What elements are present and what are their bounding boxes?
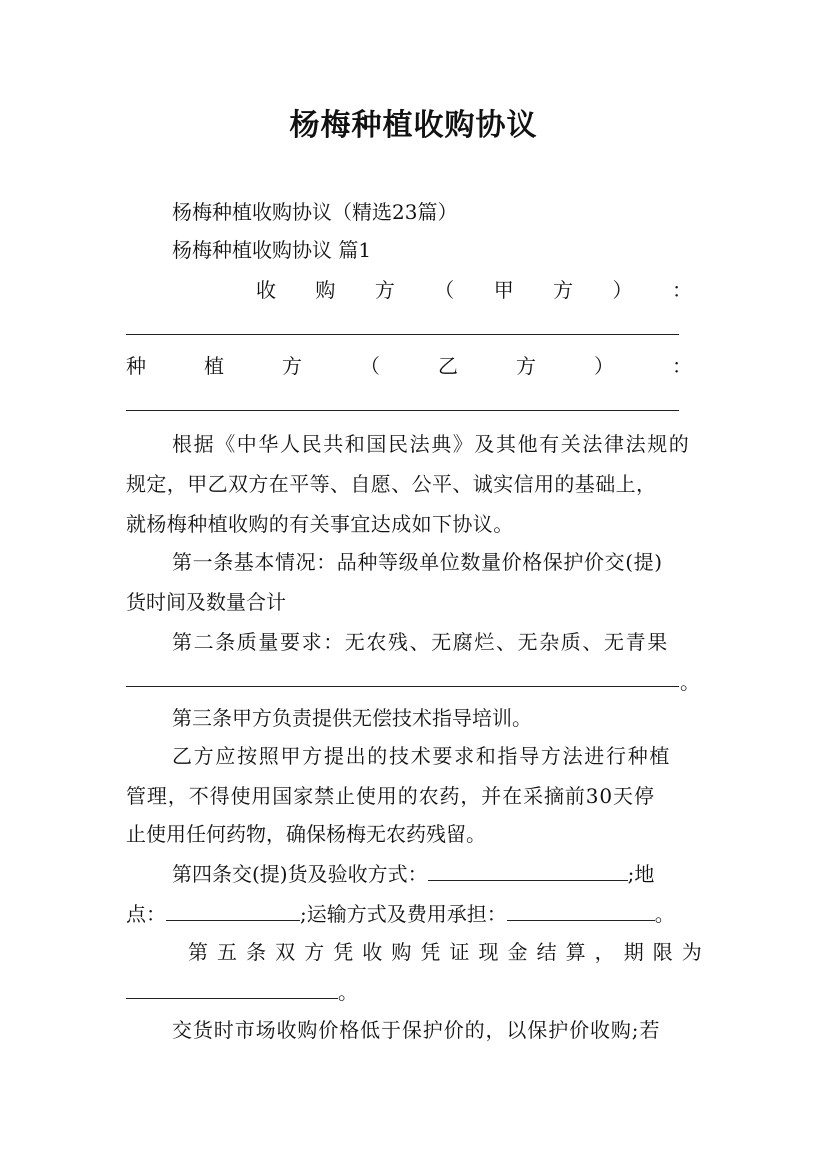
clause2-blank xyxy=(126,686,679,687)
article-heading: 杨梅种植收购协议 篇1 xyxy=(172,238,372,262)
grower-char: 方 xyxy=(282,354,302,378)
clause5-char: 五 xyxy=(217,940,238,964)
buyer-char: ） xyxy=(612,278,633,302)
clause2-end: 。 xyxy=(680,670,700,694)
grower-blank xyxy=(126,410,679,411)
clause4-text: 。 xyxy=(654,902,675,926)
clause3-line: 第三条甲方负责提供无偿技术指导培训。 xyxy=(172,706,532,730)
clause5-char: 算 xyxy=(565,940,586,964)
clause5-char: 为 xyxy=(681,940,702,964)
clause5-char: 金 xyxy=(507,940,528,964)
clause4-text: ;运输方式及费用承担： xyxy=(300,902,507,926)
buyer-char: 方 xyxy=(374,278,395,302)
preamble-line: 根据《中华人民共和国民法典》及其他有关法律法规的 xyxy=(172,432,691,456)
clause5-char: 收 xyxy=(362,940,383,964)
grower-char: （ xyxy=(360,354,380,378)
buyer-label xyxy=(256,278,692,302)
page-title: 杨梅种植收购协议 xyxy=(289,108,538,143)
clause5-char: 证 xyxy=(449,940,470,964)
subtitle: 杨梅种植收购协议（精选23篇） xyxy=(172,200,458,224)
clause4-text: ;地 xyxy=(627,862,655,886)
clause4-line xyxy=(172,862,702,886)
buyer-char: 收 xyxy=(256,278,276,302)
clause4-line xyxy=(126,902,702,926)
grower-char: 种 xyxy=(126,354,146,378)
clause3-para: 管理，不得使用国家禁止使用的农药，并在采摘前30天停 xyxy=(126,784,655,808)
clause5-char: ， xyxy=(594,940,615,964)
clause5-char: 结 xyxy=(536,940,557,964)
grower-char: 方 xyxy=(516,354,536,378)
transport-cost-blank xyxy=(507,902,655,921)
clause3-para: 止使用任何药物，确保杨梅无农药残留。 xyxy=(126,822,486,846)
buyer-blank xyxy=(126,334,679,335)
clause5-blank-line xyxy=(126,980,702,1004)
grower-char: 植 xyxy=(204,354,224,378)
preamble-line: 就杨梅种植收购的有关事宜达成如下协议。 xyxy=(126,512,514,536)
buyer-char: ： xyxy=(671,278,692,302)
clause5-char: 方 xyxy=(304,940,325,964)
grower-label xyxy=(126,354,692,378)
delivery-method-blank xyxy=(428,862,628,881)
clause4-text: 第四条交(提)货及验收方式： xyxy=(172,862,428,886)
grower-char: ： xyxy=(672,354,692,378)
clause5-line xyxy=(188,940,702,964)
clause5-char: 凭 xyxy=(333,940,354,964)
clause5-char: 双 xyxy=(275,940,296,964)
clause5-char: 条 xyxy=(246,940,267,964)
location-blank xyxy=(166,902,300,921)
grower-char: ） xyxy=(594,354,614,378)
settlement-period-blank xyxy=(126,980,338,999)
clause5-char: 现 xyxy=(478,940,499,964)
preamble-line: 规定，甲乙双方在平等、自愿、公平、诚实信用的基础上， xyxy=(126,472,657,496)
clause5-char: 第 xyxy=(188,940,208,964)
clause2-line: 第二条质量要求：无农残、无腐烂、无杂质、无青果 xyxy=(172,630,669,654)
grower-char: 乙 xyxy=(438,354,458,378)
clause3-para: 乙方应按照甲方提出的技术要求和指导方法进行种植 xyxy=(172,744,672,768)
buyer-char: 购 xyxy=(315,278,336,302)
clause1-line: 第一条基本情况：品种等级单位数量价格保护价交(提) xyxy=(172,550,663,574)
clause5-char: 限 xyxy=(652,940,673,964)
buyer-char: 方 xyxy=(553,278,574,302)
clause5-char: 购 xyxy=(391,940,412,964)
clause5-char: 凭 xyxy=(420,940,441,964)
clause1-line: 货时间及数量合计 xyxy=(126,590,286,614)
clause5-end: 。 xyxy=(338,980,358,1004)
clause4-text: 点： xyxy=(126,902,166,926)
buyer-char: 甲 xyxy=(493,278,514,302)
clause5-char: 期 xyxy=(623,940,644,964)
buyer-char: （ xyxy=(434,278,455,302)
clause5-next-line: 交货时市场收购价格低于保护价的，以保护价收购;若 xyxy=(172,1018,661,1042)
